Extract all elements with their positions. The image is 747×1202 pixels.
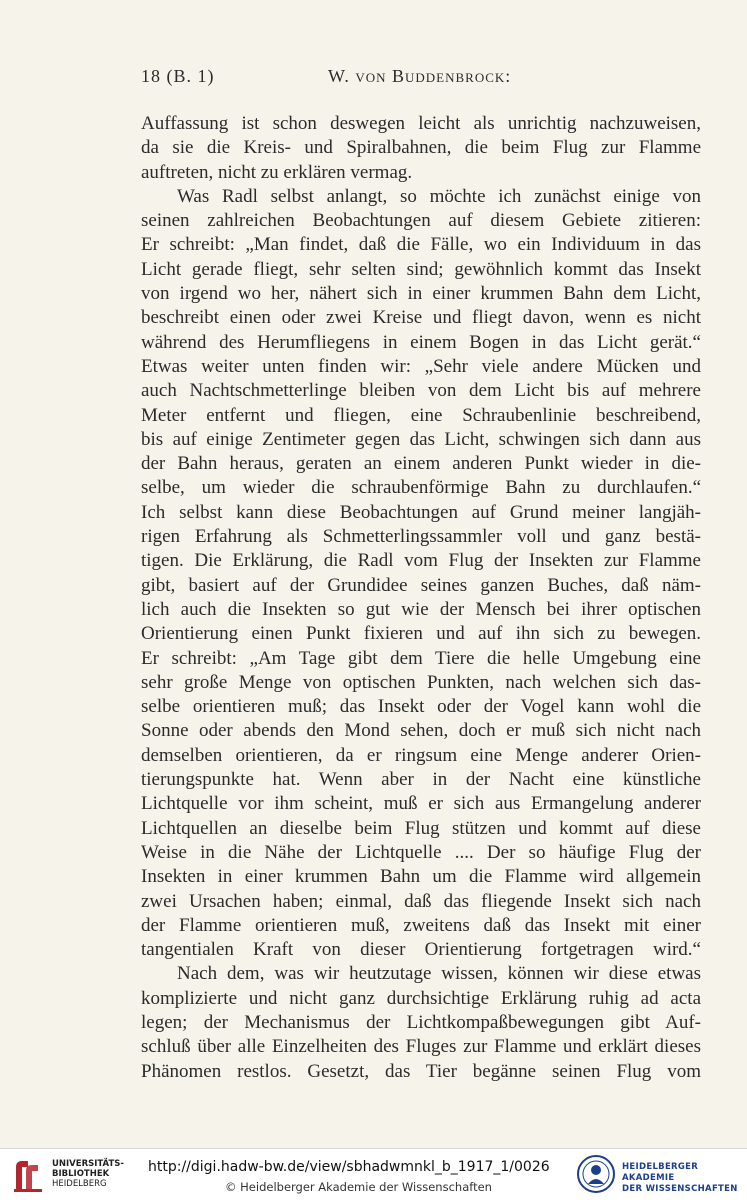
text-line: Weise in die Nähe der Lichtquelle .... Der so häufige Flug der <box>141 841 701 863</box>
text-line: demselben orientieren, da er ringsum eine Menge anderer Orien- <box>141 744 701 766</box>
text-line: der Bahn heraus, geraten an einem anderen Punkt wieder in die- <box>141 453 701 475</box>
text-line: tierungspunkte hat. Wenn aber in der Nacht eine künstliche <box>141 769 701 791</box>
text-line: auch Nachtschmetterlinge bleiben von dem Licht bis auf mehrere <box>141 380 701 402</box>
text-line: Sonne oder abends den Mond sehen, doch er muß sich nicht nach <box>141 720 701 742</box>
text-line: legen; der Mechanismus der Lichtkompaßbewegungen gibt Auf- <box>141 1011 701 1033</box>
text-line: Etwas weiter unten finden wir: „Sehr viele andere Mücken und <box>141 355 701 377</box>
university-library-name <box>52 1159 124 1189</box>
academy-line-2: DER WISSENSCHAFTEN <box>622 1184 738 1194</box>
text-line: seinen zahlreichen Beobachtungen auf diesem Gebiete zitieren: <box>141 210 701 232</box>
text-line: selbe orientieren muß; das Insekt oder der Vogel kann wohl die <box>141 696 701 718</box>
text-line: gibt, basiert auf der Grundidee seines ganzen Buches, daß näm- <box>141 574 701 596</box>
text-line: schluß über alle Einzelheiten des Fluges zur Flamme und erklärt dieses <box>141 1036 701 1058</box>
text-line: Er schreibt: „Man findet, daß die Fälle, wo ein Individuum in das <box>141 234 701 256</box>
copyright-notice: © Heidelberger Akademie der Wissenschaften <box>225 1180 492 1194</box>
text-line: rigen Erfahrung als Schmetterlingssammler voll und ganz bestä- <box>141 526 701 548</box>
body-text <box>141 112 701 1084</box>
academy-line-1: HEIDELBERGER AKADEMIE <box>622 1162 699 1183</box>
academy-seal-icon <box>576 1154 616 1194</box>
text-line: von irgend wo her, nähert sich in einer krummen Bahn dem Licht, <box>141 283 701 305</box>
academy-name <box>622 1162 747 1195</box>
text-line: selbe, um wieder die schraubenförmige Bahn zu durchlaufen.“ <box>141 477 701 499</box>
text-line: lich auch die Insekten so gut wie der Mensch bei ihrer optischen <box>141 598 701 620</box>
running-head-author: W. von Buddenbrock: <box>328 66 512 86</box>
text-line: während des Herumfliegens in einem Bogen in das Licht gerät.“ <box>141 331 701 353</box>
text-line: der Flamme orientieren muß, zweitens daß das Insekt mit einer <box>141 914 701 936</box>
text-line: Meter entfernt und fliegen, eine Schraubenlinie beschreibend, <box>141 404 701 426</box>
text-line: Ich selbst kann diese Beobachtungen auf Grund meiner langjäh- <box>141 501 701 523</box>
text-line: komplizierte und nicht ganz durchsichtige Erklärung ruhig ad acta <box>141 987 701 1009</box>
text-line: beschreibt einen oder zwei Kreise und fliegt davon, wenn es nicht <box>141 307 701 329</box>
text-line: Lichtquelle vor ihm scheint, muß er sich aus Ermangelung anderer <box>141 793 701 815</box>
text-line: tangentialen Kraft von dieser Orientierung fortgetragen wird.“ <box>141 939 701 961</box>
ub-line-2: BIBLIOTHEK <box>52 1169 110 1179</box>
text-line: zwei Ursachen haben; einmal, daß das fliegende Insekt sich nach <box>141 890 701 912</box>
university-library-logo-icon <box>8 1155 48 1195</box>
page-reference: 18 (B. 1) <box>141 66 215 86</box>
text-line: Er schreibt: „Am Tage gibt dem Tiere die helle Umgebung eine <box>141 647 701 669</box>
text-line: Licht gerade fliegt, sehr selten sind; gewöhnlich kommt das Insekt <box>141 258 701 280</box>
text-line: bis auf einige Zentimeter gegen das Licht, schwingen sich dann aus <box>141 428 701 450</box>
text-line: sehr große Menge von optischen Punkten, nach welchen sich das- <box>141 671 701 693</box>
permalink-url[interactable]: http://digi.hadw-bw.de/view/sbhadwmnkl_b_1917_1/0026 <box>148 1159 550 1175</box>
text-line: Was Radl selbst anlangt, so möchte ich zunächst einige von <box>177 185 701 207</box>
text-line: tigen. Die Erklärung, die Radl vom Flug der Insekten zur Flamme <box>141 550 701 572</box>
text-line: Phänomen restlos. Gesetzt, das Tier begänne seinen Flug vom <box>141 1060 701 1082</box>
text-line: Lichtquellen an dieselbe beim Flug stützen und kommt auf diese <box>141 817 701 839</box>
text-line: Insekten in einer krummen Bahn um die Flamme wird allgemein <box>141 866 701 888</box>
viewer-footer <box>0 1148 747 1202</box>
text-line: da sie die Kreis- und Spiralbahnen, die beim Flug zur Flamme <box>141 137 701 159</box>
text-line: auftreten, nicht zu erklären vermag. <box>141 161 413 183</box>
text-line: Nach dem, was wir heutzutage wissen, können wir diese etwas <box>177 963 701 985</box>
text-line: Orientierung einen Punkt fixieren und auf ihn sich zu bewegen. <box>141 623 701 645</box>
ub-line-3: HEIDELBERG <box>52 1179 107 1189</box>
text-line: Auffassung ist schon deswegen leicht als unrichtig nachzuweisen, <box>141 113 701 134</box>
ub-line-1: UNIVERSITÄTS- <box>52 1159 124 1169</box>
